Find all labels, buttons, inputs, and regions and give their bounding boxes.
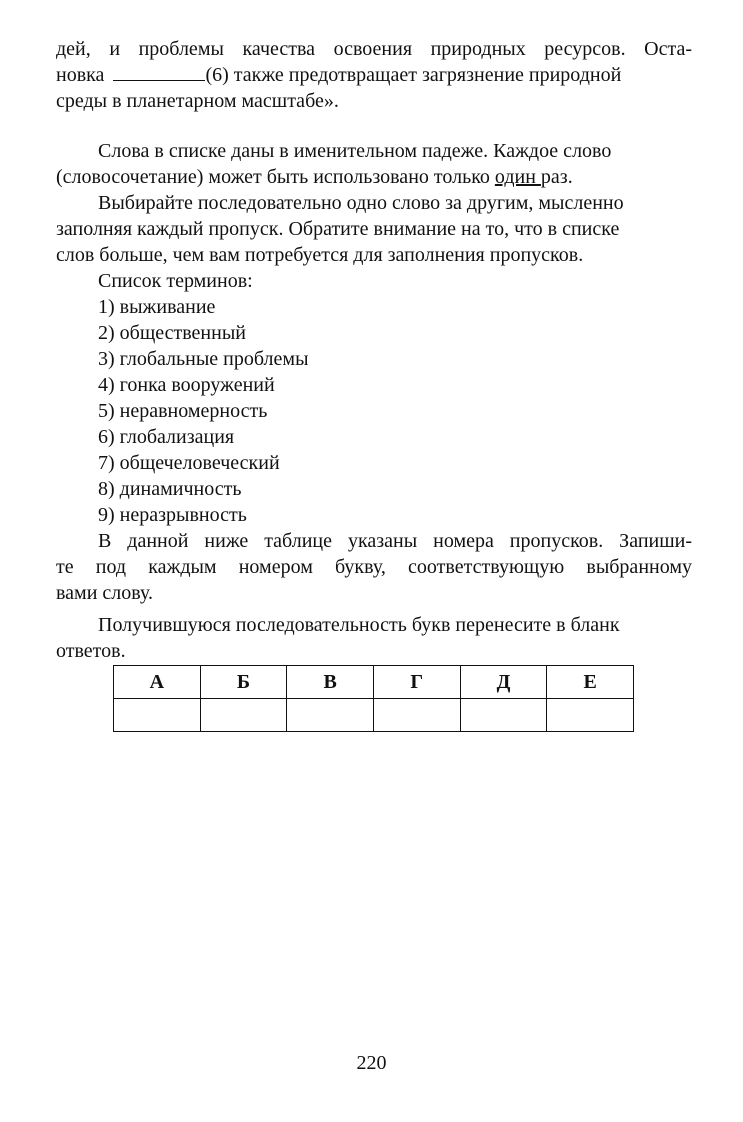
answer-cell[interactable] (547, 699, 634, 732)
answer-cell[interactable] (287, 699, 374, 732)
answer-table-input-row (114, 699, 634, 732)
terms-list-heading: Список терминов: (98, 270, 253, 292)
fill-blank-6 (113, 62, 205, 81)
answer-table-header-cell: Б (200, 666, 287, 699)
intro-line-3: среды в планетарном масштабе». (56, 90, 339, 112)
instruction-p3-line-2: те под каждым номером букву, соответствующую выбранному (56, 556, 692, 578)
answer-table-header-cell: Д (460, 666, 547, 699)
instruction-p2-line-3: слов больше, чем вам потребуется для заполнения пропусков. (56, 244, 584, 266)
term-item: 9) неразрывность (98, 504, 247, 526)
instruction-p4-line-2: ответов. (56, 640, 126, 662)
term-item: 1) выживание (98, 296, 216, 318)
term-item: 2) общественный (98, 322, 246, 344)
instruction-p1-line-2-start: (словосочетание) может быть использовано только (56, 166, 495, 188)
term-item: 8) динамичность (98, 478, 242, 500)
term-item: 7) общечеловеческий (98, 452, 280, 474)
instruction-p4-line-1: Получившуюся последовательность букв перенесите в бланк (98, 614, 620, 636)
instruction-p1-line-2-end: раз. (540, 166, 573, 188)
term-item: 3) глобальные проблемы (98, 348, 309, 370)
instruction-p2-line-1: Выбирайте последовательно одно слово за другим, мысленно (98, 192, 624, 214)
intro-line-1: дей, и проблемы качества освоения природных ресурсов. Оста- (56, 38, 692, 60)
answer-table-header-cell: А (114, 666, 201, 699)
instruction-p3-line-3: вами слову. (56, 582, 154, 604)
instruction-p1-line-1: Слова в списке даны в именительном падеже. Каждое слово (98, 140, 612, 162)
term-item: 5) неравномерность (98, 400, 268, 422)
answer-cell[interactable] (373, 699, 460, 732)
answer-cell[interactable] (200, 699, 287, 732)
answer-table-header-cell: Е (547, 666, 634, 699)
term-item: 6) глобализация (98, 426, 235, 448)
underlined-word: один (494, 166, 541, 188)
intro-line-2-end: (6) также предотвращает загрязнение природной (205, 64, 622, 86)
instruction-p1-line-2 (56, 164, 692, 190)
page-number: 220 (356, 1052, 387, 1074)
answer-table-header-cell: В (287, 666, 374, 699)
terms-list (56, 294, 692, 528)
instruction-p2-line-2: заполняя каждый пропуск. Обратите внимание на то, что в списке (56, 218, 620, 240)
page-text (56, 36, 692, 664)
instruction-p3-line-1: В данной ниже таблице указаны номера пропусков. Запиши- (98, 530, 692, 552)
answer-table (113, 665, 634, 732)
intro-line-2-start: новка (56, 64, 105, 86)
answer-table-header-cell: Г (373, 666, 460, 699)
term-item: 4) гонка вооружений (98, 374, 275, 396)
answer-cell[interactable] (460, 699, 547, 732)
answer-cell[interactable] (114, 699, 201, 732)
answer-table-header-row (114, 666, 634, 699)
intro-line-2 (56, 62, 692, 88)
